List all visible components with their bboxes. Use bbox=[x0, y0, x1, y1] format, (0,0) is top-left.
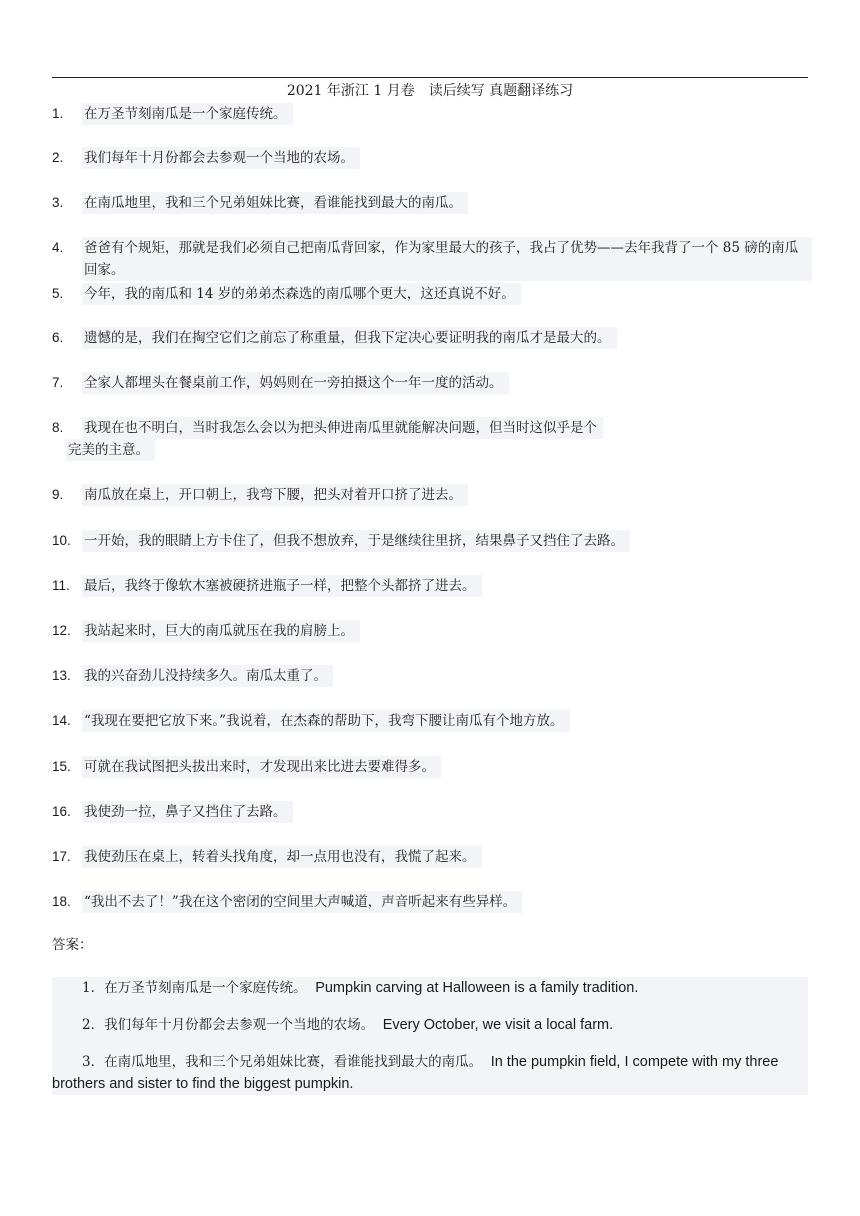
answer-chinese: 在南瓜地里，我和三个兄弟姐妹比赛，看谁能找到最大的南瓜。 bbox=[104, 1054, 483, 1070]
item-text: 可就在我试图把头拔出来时，才发现出来比进去要难得多。 bbox=[82, 756, 441, 778]
list-item bbox=[52, 283, 812, 305]
item-text: 南瓜放在桌上，开口朝上，我弯下腰，把头对着开口挤了进去。 bbox=[82, 484, 468, 506]
item-number: 15. bbox=[52, 759, 71, 774]
answer-english: In the pumpkin field, I compete with my three brothers and sister to find the biggest pumpkin. bbox=[52, 1054, 779, 1092]
item-text: 我使劲一拉，鼻子又挡住了去路。 bbox=[82, 801, 293, 823]
list-item bbox=[52, 372, 812, 394]
item-number: 3. bbox=[52, 195, 64, 210]
list-item bbox=[52, 756, 812, 778]
item-text: “我现在要把它放下来。”我说着，在杰森的帮助下，我弯下腰让南瓜有个地方放。 bbox=[82, 710, 570, 732]
list-item bbox=[52, 530, 812, 552]
item-number: 4. bbox=[52, 240, 64, 255]
answer-english: Pumpkin carving at Halloween is a family tradition. bbox=[315, 980, 639, 996]
list-item bbox=[52, 327, 812, 349]
item-number: 10. bbox=[52, 533, 71, 548]
item-text: 在万圣节刻南瓜是一个家庭传统。 bbox=[82, 103, 293, 125]
list-item bbox=[52, 710, 812, 732]
answer-item bbox=[52, 977, 808, 999]
answers-heading: 答案： bbox=[52, 937, 93, 953]
item-text: 我现在也不明白，当时我怎么会以为把头伸进南瓜里就能解决问题，但当时这似乎是个 bbox=[82, 417, 603, 439]
item-number: 9. bbox=[52, 487, 64, 502]
item-number: 16. bbox=[52, 804, 71, 819]
item-number: 8. bbox=[52, 420, 64, 435]
item-text: 今年，我的南瓜和 14 岁的弟弟杰森选的南瓜哪个更大，这还真说不好。 bbox=[82, 283, 521, 305]
list-item bbox=[52, 147, 812, 169]
item-text: 最后，我终于像软木塞被硬挤进瓶子一样，把整个头都挤了进去。 bbox=[82, 575, 482, 597]
item-number: 17. bbox=[52, 849, 71, 864]
page-title: 2021 年浙江 1 月卷 读后续写 真题翻译练习 bbox=[286, 83, 574, 99]
list-item bbox=[52, 103, 812, 125]
item-number: 13. bbox=[52, 668, 71, 683]
header-rule bbox=[52, 77, 808, 78]
list-item-continuation bbox=[66, 439, 826, 461]
item-number: 14. bbox=[52, 713, 71, 728]
answer-number: 3． bbox=[82, 1054, 105, 1070]
item-number: 18. bbox=[52, 894, 71, 909]
item-text: 爸爸有个规矩，那就是我们必须自己把南瓜背回家，作为家里最大的孩子，我占了优势——去年我背了一个 85 磅的南瓜回家。 bbox=[82, 237, 812, 281]
item-number: 2. bbox=[52, 150, 64, 165]
item-number: 6. bbox=[52, 330, 64, 345]
answer-chinese: 在万圣节刻南瓜是一个家庭传统。 bbox=[104, 980, 307, 996]
item-text: 遗憾的是，我们在掏空它们之前忘了称重量，但我下定决心要证明我的南瓜才是最大的。 bbox=[82, 327, 617, 349]
item-number: 1. bbox=[52, 106, 64, 121]
list-item bbox=[52, 846, 812, 868]
list-item bbox=[52, 665, 812, 687]
answer-number: 2． bbox=[82, 1017, 105, 1033]
list-item bbox=[52, 891, 812, 913]
list-item bbox=[52, 237, 812, 281]
list-item bbox=[52, 484, 812, 506]
item-number: 12. bbox=[52, 623, 71, 638]
item-text: 在南瓜地里，我和三个兄弟姐妹比赛，看谁能找到最大的南瓜。 bbox=[82, 192, 468, 214]
item-number: 7. bbox=[52, 375, 64, 390]
item-text: 一开始，我的眼睛上方卡住了，但我不想放弃，于是继续往里挤，结果鼻子又挡住了去路。 bbox=[82, 530, 630, 552]
item-text: 我们每年十月份都会去参观一个当地的农场。 bbox=[82, 147, 360, 169]
item-number: 5. bbox=[52, 286, 64, 301]
answer-item bbox=[52, 1051, 808, 1095]
item-text: 我使劲压在桌上，转着头找角度，却一点用也没有，我慌了起来。 bbox=[82, 846, 482, 868]
item-number: 11. bbox=[52, 578, 70, 593]
answer-item bbox=[52, 1014, 808, 1036]
list-item bbox=[52, 620, 812, 642]
item-text: 全家人都埋头在餐桌前工作，妈妈则在一旁拍摄这个一年一度的活动。 bbox=[82, 372, 509, 394]
list-item bbox=[52, 575, 812, 597]
answer-chinese: 我们每年十月份都会去参观一个当地的农场。 bbox=[104, 1017, 375, 1033]
answer-number: 1． bbox=[82, 980, 105, 996]
answers-section bbox=[52, 977, 808, 1095]
list-item bbox=[52, 417, 812, 439]
list-item bbox=[52, 192, 812, 214]
item-text: “我出不去了！”我在这个密闭的空间里大声喊道，声音听起来有些异样。 bbox=[82, 891, 522, 913]
item-text: 我的兴奋劲儿没持续多久。南瓜太重了。 bbox=[82, 665, 333, 687]
list-item bbox=[52, 801, 812, 823]
item-text: 我站起来时，巨大的南瓜就压在我的肩膀上。 bbox=[82, 620, 360, 642]
item-text: 完美的主意。 bbox=[66, 439, 155, 461]
answer-english: Every October, we visit a local farm. bbox=[382, 1017, 614, 1033]
